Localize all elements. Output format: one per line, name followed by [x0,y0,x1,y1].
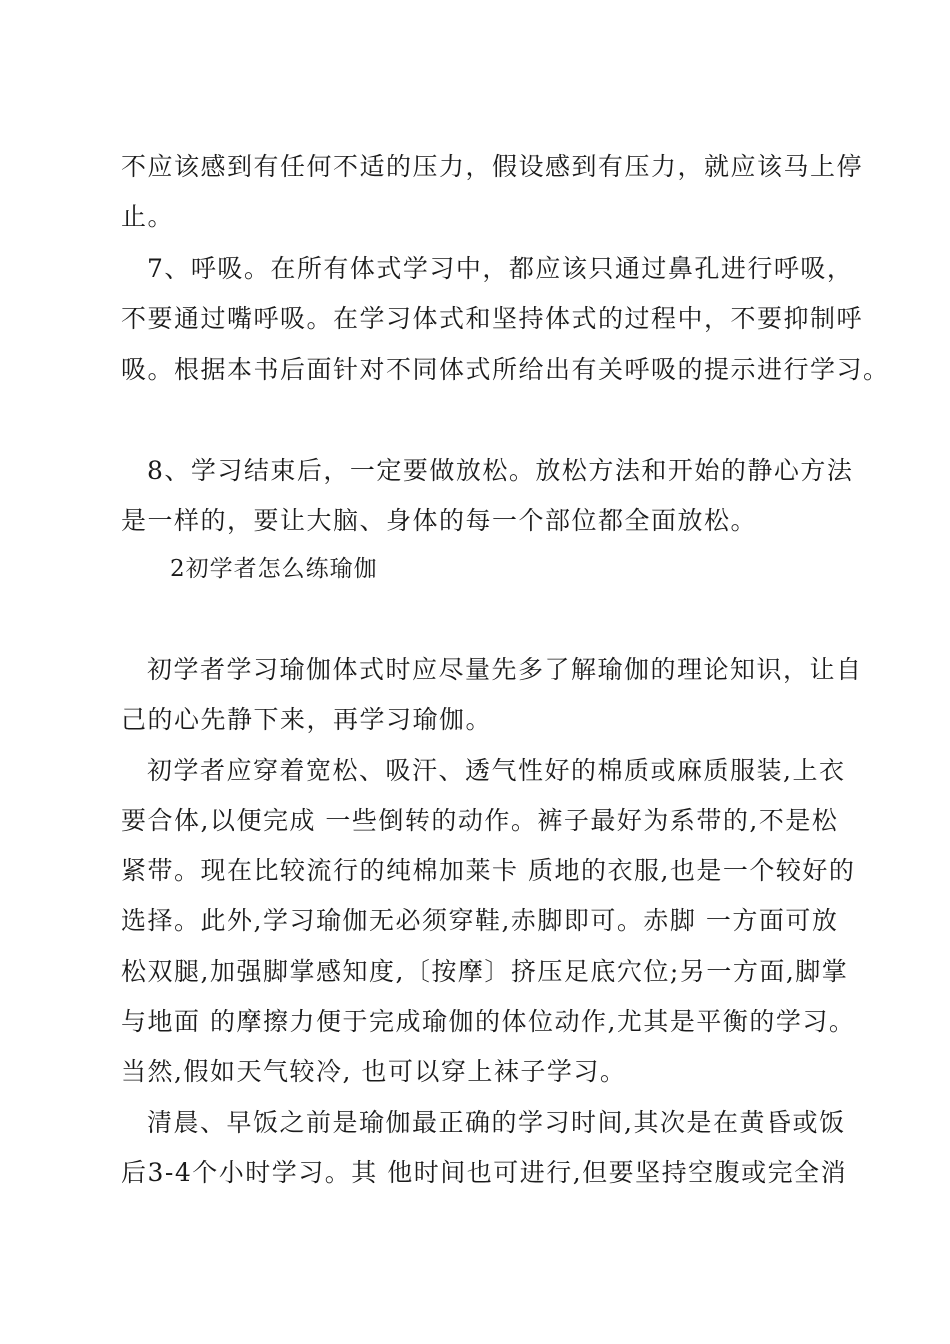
text-line: 初学者学习瑜伽体式时应尽量先多了解瑜伽的理论知识，让自 [147,655,863,684]
text-line: 不要通过嘴呼吸。在学习体式和坚持体式的过程中，不要抑制呼 [121,304,864,333]
text-line: 选择。此外,学习瑜伽无必须穿鞋,赤脚即可。赤脚 一方面可放 [121,906,839,935]
text-line: 8、学习结束后，一定要做放松。放松方法和开始的静心方法 [147,456,854,485]
text-line: 当然,假如天气较冷, 也可以穿上袜子学习。 [121,1057,627,1086]
text-line: 松双腿,加强脚掌感知度,〔按摩〕挤压足底穴位;另一方面,脚掌 [121,957,849,986]
text-line: 7、呼吸。在所有体式学习中，都应该只通过鼻孔进行呼吸， [147,254,854,283]
text-line: 吸。根据本书后面针对不同体式所给出有关呼吸的提示进行学习。 [121,355,890,384]
text-line: 不应该感到有任何不适的压力，假设感到有压力，就应该马上停 [121,152,864,181]
text-line: 初学者应穿着宽松、吸汗、透气性好的棉质或麻质服装,上衣 [147,756,846,785]
text-line: 是一样的，要让大脑、身体的每一个部位都全面放松。 [121,506,758,535]
text-line: 后3-4个小时学习。其 他时间也可进行,但要坚持空腹或完全消 [121,1158,848,1187]
section-heading: 2初学者怎么练瑜伽 [170,556,378,582]
text-line: 止。 [121,202,175,231]
text-line: 清晨、早饭之前是瑜伽最正确的学习时间,其次是在黄昏或饭 [147,1108,846,1137]
text-line: 紧带。现在比较流行的纯棉加莱卡 质地的衣服,也是一个较好的 [121,856,856,885]
text-line: 己的心先静下来，再学习瑜伽。 [121,705,493,734]
text-line: 要合体,以便完成 一些倒转的动作。裤子最好为系带的,不是松 [121,806,839,835]
text-line: 与地面 的摩擦力便于完成瑜伽的体位动作,尤其是平衡的学习。 [121,1007,856,1036]
